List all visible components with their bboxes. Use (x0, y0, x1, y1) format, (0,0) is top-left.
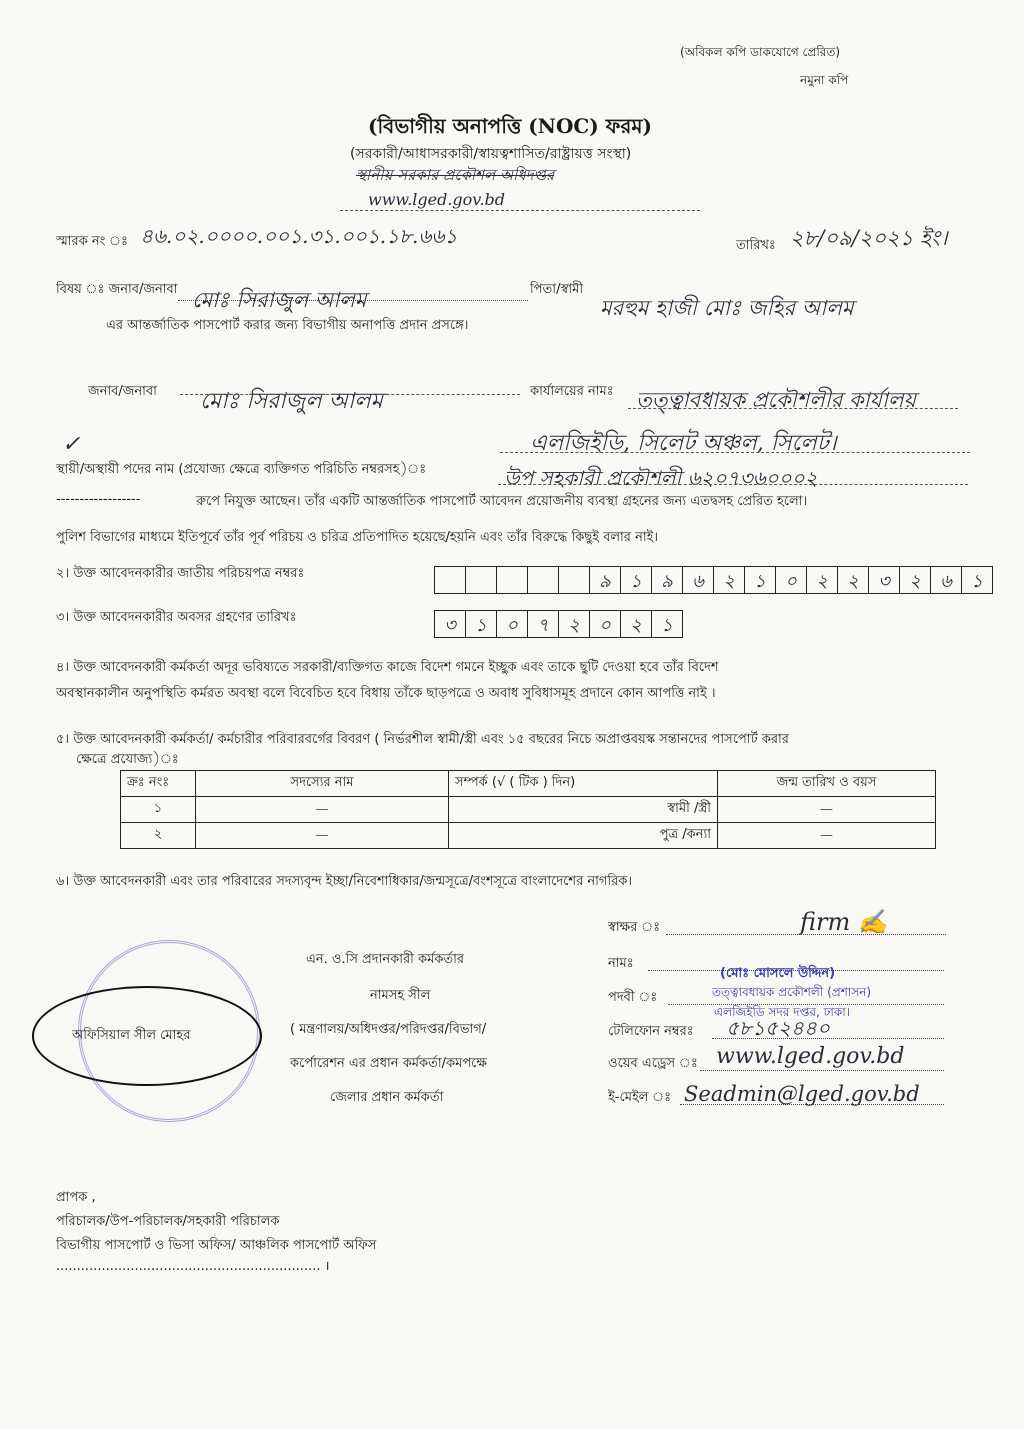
row-dob: — (718, 797, 936, 823)
office-line2: এলজিইডি, সিলেট অঞ্চল, সিলেট। (530, 431, 837, 456)
digit-box: ৩ (869, 567, 900, 593)
digit-box (559, 567, 590, 593)
subject-label: বিষয় ঃ জনাব/জনাবা (56, 282, 178, 297)
item4-line2: অবস্থানকালীন অনুপস্থিতি কর্মরত অবস্থা বলে বিবেচিত হবে বিধায় তাঁকে ছাড়পত্রে ও অবাধ সুবিধাসমূহ প্রদানে কোন আপত্তি নাই । (56, 686, 716, 701)
digit-box: ২ (838, 567, 869, 593)
family-table (120, 770, 936, 849)
memo-number: ৪৬.০২.০০০০.০০১.৩১.০০১.১৮.৬৬১ (140, 224, 458, 248)
digit-box: ২ (807, 567, 838, 593)
digit-box: ২ (559, 611, 590, 637)
digit-box: ২ (621, 611, 652, 637)
row-dob: — (718, 823, 936, 849)
digit-box: ০ (590, 611, 621, 637)
row-serial: ২ (121, 823, 196, 849)
check-mark: ✓ (62, 432, 81, 457)
col-serial: ক্রঃ নংঃ (121, 771, 196, 797)
digit-box (497, 567, 528, 593)
digit-box: ১ (745, 567, 776, 593)
subject-line2: এর আন্তর্জাতিক পাসপোর্ট করার জন্য বিভাগীয় অনাপত্তি প্রদান প্রসঙ্গে। (106, 318, 469, 333)
col-relation: সম্পর্ক (√ ( টিক ) দিন) (449, 771, 718, 797)
signature-scribble: ﬁrm ✍ (800, 908, 888, 936)
form-title: (বিভাগীয় অনাপত্তি (NOC) ফরম) (368, 114, 652, 138)
office-line2-rule (500, 452, 970, 453)
row-name: — (196, 823, 449, 849)
designation-label: পদবী ঃ (608, 990, 658, 1005)
designation-value-1: তত্ত্বাবধায়ক প্রকৌশলী (প্রশাসন) (712, 985, 872, 999)
digit-box: ৬ (683, 567, 714, 593)
designation-value-2: এলজিইডি সদর দপ্তর, ঢাকা। (714, 1005, 851, 1019)
row-relation: স্বামী /স্ত্রী (449, 797, 718, 823)
col-dob: জন্ম তারিখ ও বয়স (718, 771, 936, 797)
digit-box: ০ (776, 567, 807, 593)
item6: ৬। উক্ত আবেদনকারী এবং তার পরিবারের সদস্যবৃন্দ ইচ্ছা/নিবেশাধিকার/জন্মসূত্রে/বংশসূত্রে বাংলাদেশের নাগরিক। (56, 874, 633, 889)
post-label: স্থায়ী/অস্থায়ী পদের নাম (প্রযোজ্য ক্ষেত্রে ব্যক্তিগত পরিচিতি নম্বরসহ)ঃ (56, 462, 427, 477)
email-label: ই-মেইল ঃ (608, 1090, 672, 1105)
web-value: www.lged.gov.bd (716, 1044, 905, 1069)
issuer-line1: এন. ও.সি প্রদানকারী কর্মকর্তার (306, 952, 465, 967)
nid-label: ২। উক্ত আবেদনকারীর জাতীয় পরিচয়পত্র নম্বরঃ (56, 566, 305, 581)
digit-box (528, 567, 559, 593)
row-serial: ১ (121, 797, 196, 823)
table-row (121, 823, 936, 849)
recipient-line3: বিভাগীয় পাসপোর্ট ও ভিসা অফিস/ আঞ্চলিক পাসপোর্ট অফিস (56, 1238, 377, 1253)
official-seal-label: অফিসিয়াল সীল মোহর (72, 1028, 191, 1043)
row-name: — (196, 797, 449, 823)
digit-box: ১ (971, 571, 983, 592)
name-label: নামঃ (608, 956, 634, 971)
table-row (121, 797, 936, 823)
para1-line4: পুলিশ বিভাগের মাধ্যমে ইতিপূর্বে তাঁর পূর্ব পরিচয় ও চরিত্র প্রতিপাদিত হয়েছে/হয়নি এবং তাঁর বিরুদ্ধে কিছুই বলার নাই। (56, 530, 659, 545)
copy-note: (অবিকল কপি ডাকযোগে প্রেরিত) (680, 45, 841, 59)
para1-label: জনাব/জনাবা (88, 384, 157, 399)
phone-label: টেলিফোন নম্বরঃ (608, 1024, 694, 1039)
nid-boxes (434, 566, 993, 594)
hw-website: www.lged.gov.bd (368, 190, 506, 209)
phone-value: ৫৮১৫২৪৪০ (726, 1016, 830, 1040)
web-label: ওয়েব এড্রেস ঃ (608, 1056, 698, 1071)
retire-label: ৩। উক্ত আবেদনকারীর অবসর গ্রহণের তারিখঃ (56, 610, 297, 625)
para1-dashes: ------------------ (56, 492, 141, 507)
digit-box: ০ (497, 611, 528, 637)
digit-box (466, 567, 497, 593)
issuer-line3: ( মন্ত্রণালয়/অধিদপ্তর/পরিদপ্তর/বিভাগ/ (290, 1022, 487, 1037)
web-line (700, 1070, 944, 1071)
date-value: ২৮/০৯/২০২১ ইং। (790, 226, 948, 250)
item4-line1: ৪। উক্ত আবেদনকারী কর্মকর্তা অদূর ভবিষ্যতে সরকারী/ব্যক্তিগত কাজে বিদেশ গমনে ইচ্ছুক এবং তাকে ছুটি দেওয়া হবে তাঁর বিদেশ (56, 660, 719, 675)
digit-box: ১ (661, 615, 673, 636)
recipient-line2: পরিচালক/উপ-পরিচালক/সহকারী পরিচালক (56, 1214, 280, 1229)
item5-line2: ক্ষেত্রে প্রযোজ্য)ঃ (76, 752, 179, 767)
father-name: মরহুম হাজী মোঃ জহির আলম (600, 296, 854, 320)
hw-organization: স্থানীয় সরকার প্রকৌশল অধিদপ্তর (356, 166, 555, 184)
header-rule (340, 210, 700, 211)
recipient-line4: ................................................................ । (56, 1259, 330, 1274)
digit-box (435, 567, 466, 593)
digit-box: ১ (466, 611, 497, 637)
signature-label: স্বাক্ষর ঃ (608, 920, 661, 935)
subject-name-line (178, 300, 528, 301)
digit-box: ১ (621, 567, 652, 593)
digit-box: ৯ (590, 567, 621, 593)
post-value: উপ সহকারী প্রকৌশলী ৬২০৭৩৬০০০২ (504, 466, 818, 490)
family-table-header (121, 771, 936, 797)
office-label: কার্যালয়ের নামঃ (530, 384, 614, 399)
post-rule (498, 484, 968, 485)
digit-box: ২ (900, 567, 931, 593)
row-relation: পুত্র /কন্যা (449, 823, 718, 849)
digit-box: ৯ (652, 567, 683, 593)
date-label: তারিখঃ (736, 238, 776, 253)
issuer-line4: কর্পোরেশন এর প্রধান কর্মকর্তা/কমপক্ষে (290, 1056, 487, 1071)
form-subtitle: (সরকারী/আধাসরকারী/স্বায়ত্বশাসিত/রাষ্ট্রায়ত্ত সংস্থা) (350, 146, 632, 162)
memo-label: স্মারক নং ঃ (56, 234, 128, 249)
para1-name: মোঃ সিরাজুল আলম (200, 389, 383, 414)
para1-line3: রুপে নিযুক্ত আছেন। তাঁর একটি আন্তর্জাতিক পাসপোর্ট আবেদন প্রয়োজনীয় ব্যবস্থা গ্রহনের জন্য এতদ্বসহ প্রেরিত হলো। (196, 494, 808, 509)
digit-box: ৬ (931, 567, 962, 593)
email-value: Seadmin@lged.gov.bd (684, 1082, 920, 1106)
office-line1: তত্ত্বাবধায়ক প্রকৌশলীর কার্যালয় (636, 388, 916, 412)
digit-box: ৩ (435, 611, 466, 637)
sample-copy-label: নমুনা কপি (800, 73, 849, 87)
retire-boxes (434, 610, 683, 638)
subject-name: মোঃ সিরাজুল আলম (192, 288, 367, 312)
item5-line1: ৫। উক্ত আবেদনকারী কর্মকর্তা/ কর্মচারীর পরিবারবর্গের বিবরণ ( নির্ভরশীল স্বামী/স্ত্রী এবং ১৫ বছরের নিচে অপ্রাপ্তবয়স্ক সন্তানদের পাসপোর্ট করার (56, 732, 789, 747)
digit-box: ২ (714, 567, 745, 593)
issuer-line2: নামসহ সীল (370, 988, 431, 1003)
digit-box: ৭ (528, 611, 559, 637)
col-name: সদস্যের নাম (196, 771, 449, 797)
office-line1-rule (628, 408, 958, 409)
issuer-line5: জেলার প্রধান কর্মকর্তা (330, 1090, 444, 1105)
name-value: (মোঃ মোসলে উদ্দিন) (720, 966, 836, 981)
para1-name-line (180, 394, 520, 395)
father-label: পিতা/স্বামী (530, 282, 584, 297)
recipient-line1: প্রাপক , (56, 1190, 96, 1205)
